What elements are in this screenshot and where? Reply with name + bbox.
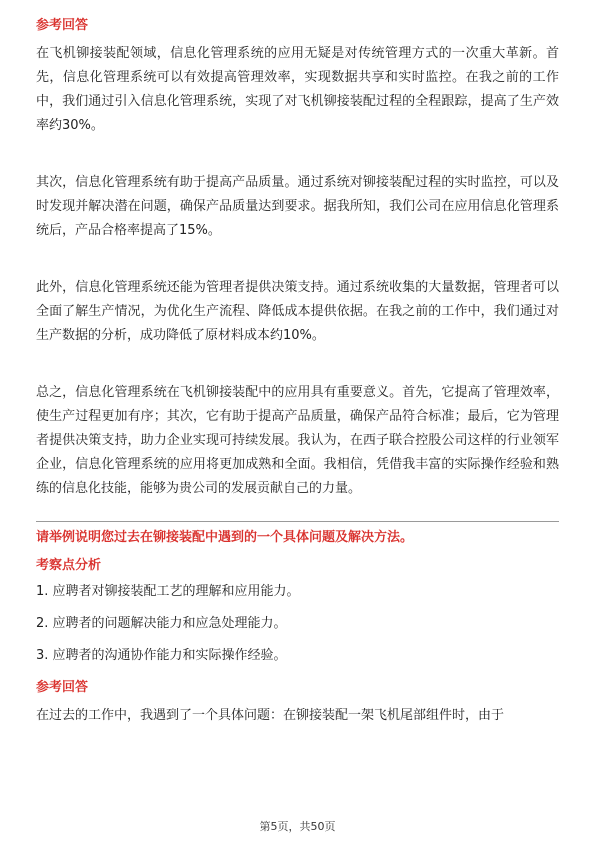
page-footer: 第5页，共50页	[259, 820, 336, 833]
reference-answer-heading-2: 参考回答	[36, 680, 89, 695]
answer-paragraph-4: 总之，信息化管理系统在飞机铆接装配中的应用具有重要意义。首先，它提高了管理效率，使生产过程更加有序；其次，它有助于提高产品质量，确保产品符合标准；最后，它为管理者提供决策支持，助力企业实现可持续发展。我认为，在西子联合控股公司这样的行业领军企业，信息化管理系统的应用将更加成熟和全面。我相信，凭借我丰富的实际操作经验和熟练的信息化技能，能够为贵公司的发展贡献自己的力量。	[36, 385, 559, 496]
list-item: 1. 应聘者对铆接装配工艺的理解和应用能力。	[36, 584, 300, 599]
list-item: 3. 应聘者的沟通协作能力和实际操作经验。	[36, 648, 287, 663]
answer-paragraph-2: 其次，信息化管理系统有助于提高产品质量。通过系统对铆接装配过程的实时监控，可以及时发现并解决潜在问题，确保产品质量达到要求。据我所知，我们公司在应用信息化管理系统后，产品合格率提高了15%。	[36, 175, 559, 238]
list-item: 2. 应聘者的问题解决能力和应急处理能力。	[36, 616, 287, 631]
question-text: 请举例说明您过去在铆接装配中遇到的一个具体问题及解决方法。	[36, 530, 414, 545]
answer-paragraph-5: 在过去的工作中，我遇到了一个具体问题：在铆接装配一架飞机尾部组件时，由于	[36, 708, 505, 723]
answer-paragraph-1: 在飞机铆接装配领域，信息化管理系统的应用无疑是对传统管理方式的一次重大革新。首先，信息化管理系统可以有效提高管理效率，实现数据共享和实时监控。在我之前的工作中，我们通过引入信息化管理系统，实现了对飞机铆接装配过程的全程跟踪，提高了生产效率约30%。	[36, 46, 559, 133]
analysis-heading: 考察点分析	[36, 558, 102, 573]
reference-answer-heading: 参考回答	[36, 18, 89, 33]
answer-paragraph-3: 此外，信息化管理系统还能为管理者提供决策支持。通过系统收集的大量数据，管理者可以全面了解生产情况，为优化生产流程、降低成本提供依据。在我之前的工作中，我们通过对生产数据的分析，成功降低了原材料成本约10%。	[36, 280, 559, 343]
document-page	[36, 16, 559, 728]
analysis-list	[36, 582, 559, 666]
section-divider	[36, 521, 559, 522]
